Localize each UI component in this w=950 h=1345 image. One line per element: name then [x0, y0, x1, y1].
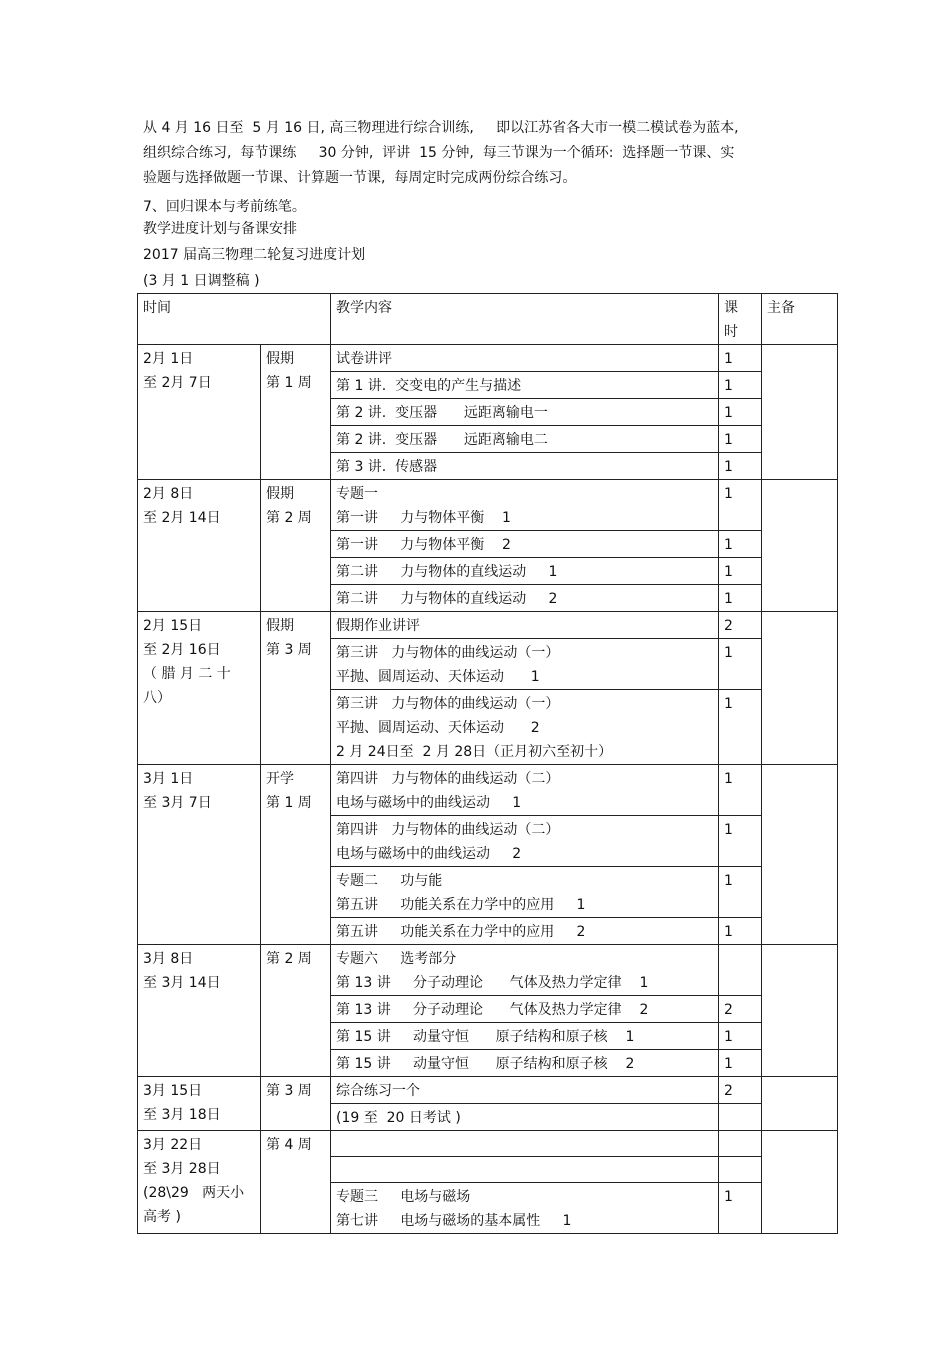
content-line: 第 15 讲 动量守恒 原子结构和原子核 1 [336, 1029, 635, 1045]
content-cell [331, 372, 719, 399]
hours-cell: 1 [719, 867, 762, 918]
content-cell [331, 1183, 719, 1234]
owner-cell [762, 345, 838, 480]
date-line: 八） [143, 690, 171, 706]
plan-note: (3 月 1 日调整稿 ) [143, 273, 260, 289]
hours-cell: 1 [719, 372, 762, 399]
content-line: 2 月 24日至 2 月 28日（正月初六至初十） [336, 744, 613, 760]
content-cell [331, 399, 719, 426]
content-cell [331, 531, 719, 558]
content-cell [331, 612, 719, 639]
owner-cell [762, 945, 838, 1077]
date-line: 3月 15日 [143, 1083, 203, 1099]
date-line: 3月 22日 [143, 1137, 203, 1153]
hours-cell: 1 [719, 1023, 762, 1050]
header-owner: 主备 [762, 294, 838, 345]
date-cell [138, 480, 261, 612]
hours-cell [719, 945, 762, 996]
date-line: 3月 1日 [143, 771, 194, 787]
intro-line-3: 验题与选择做题一节课、计算题一节课, 每周定时完成两份综合练习。 [143, 170, 577, 186]
plan-title: 2017 届高三物理二轮复习进度计划 [143, 247, 366, 263]
content-cell [331, 1050, 719, 1077]
hours-cell [719, 1157, 762, 1183]
header-hours-line-1: 课 [724, 300, 738, 316]
date-line: 至 2月 16日 [143, 642, 221, 658]
hours-cell: 1 [719, 426, 762, 453]
week-cell [261, 612, 331, 765]
content-line: 专题三 电场与磁场 [336, 1189, 471, 1205]
content-line: 第三讲 力与物体的曲线运动（一） [336, 696, 560, 712]
date-cell [138, 612, 261, 765]
week-cell [261, 345, 331, 480]
content-line: 假期作业讲评 [336, 618, 420, 634]
owner-cell [762, 612, 838, 765]
owner-cell [762, 1131, 838, 1234]
content-line: 第 3 讲. 传感器 [336, 459, 438, 475]
content-cell [331, 690, 719, 765]
hours-cell: 1 [719, 531, 762, 558]
hours-cell: 1 [719, 558, 762, 585]
date-line: 高考 ) [143, 1209, 181, 1225]
content-line: 第三讲 力与物体的曲线运动（一） [336, 645, 560, 661]
table-header-row [138, 294, 838, 345]
date-cell [138, 945, 261, 1077]
week-line: 假期 [266, 618, 294, 634]
date-line: 至 2月 7日 [143, 375, 212, 391]
hours-cell: 1 [719, 480, 762, 531]
content-line: 第五讲 功能关系在力学中的应用 2 [336, 924, 586, 940]
schedule-table [137, 293, 838, 1234]
content-cell [331, 480, 719, 531]
table-row [138, 1077, 838, 1104]
content-cell [331, 1157, 719, 1183]
content-cell [331, 996, 719, 1023]
date-cell [138, 1077, 261, 1131]
content-line: 专题二 功与能 [336, 873, 443, 889]
hours-cell: 1 [719, 765, 762, 816]
owner-cell [762, 1077, 838, 1131]
content-line: 第七讲 电场与磁场的基本属性 1 [336, 1213, 572, 1229]
hours-cell: 2 [719, 996, 762, 1023]
hours-cell: 1 [719, 399, 762, 426]
content-line: 专题六 选考部分 [336, 951, 457, 967]
content-line: 第二讲 力与物体的直线运动 2 [336, 591, 558, 607]
content-cell [331, 345, 719, 372]
hours-cell [719, 1131, 762, 1157]
date-line: 2月 8日 [143, 486, 194, 502]
intro-line-1: 从 4 月 16 日至 5 月 16 日, 高三物理进行综合训练, 即以江苏省各大市一模二模试卷为蓝本, [143, 120, 739, 136]
date-cell [138, 345, 261, 480]
content-cell [331, 639, 719, 690]
content-cell [331, 1077, 719, 1104]
content-line: 专题一 [336, 486, 378, 502]
content-cell [331, 426, 719, 453]
week-cell [261, 765, 331, 945]
content-line: 试卷讲评 [336, 351, 392, 367]
table-row [138, 345, 838, 372]
date-line: 至 2月 14日 [143, 510, 221, 526]
week-line: 假期 [266, 486, 294, 502]
content-cell [331, 1131, 719, 1157]
date-line: （ 腊 月 二 十 [143, 666, 231, 682]
week-line: 第 1 周 [266, 375, 312, 391]
content-cell [331, 1104, 719, 1131]
hours-cell: 1 [719, 816, 762, 867]
content-line: 第一讲 力与物体平衡 2 [336, 537, 511, 553]
content-cell [331, 816, 719, 867]
content-cell [331, 918, 719, 945]
hours-cell: 1 [719, 1050, 762, 1077]
hours-cell: 2 [719, 612, 762, 639]
content-line: 电场与磁场中的曲线运动 2 [336, 846, 522, 862]
date-line: 2月 15日 [143, 618, 203, 634]
content-line: 平抛、圆周运动、天体运动 2 [336, 720, 540, 736]
hours-cell: 1 [719, 1183, 762, 1234]
owner-cell [762, 480, 838, 612]
content-line: 第四讲 力与物体的曲线运动（二） [336, 771, 560, 787]
item-7: 7、回归课本与考前练笔。 [143, 199, 306, 215]
content-line: 电场与磁场中的曲线运动 1 [336, 795, 522, 811]
table-row [138, 480, 838, 531]
week-cell [261, 1131, 331, 1234]
hours-cell: 1 [719, 690, 762, 765]
hours-cell: 1 [719, 918, 762, 945]
content-cell [331, 765, 719, 816]
week-line: 假期 [266, 351, 294, 367]
content-cell [331, 558, 719, 585]
content-line: 第 1 讲. 交变电的产生与描述 [336, 378, 522, 394]
hours-cell [719, 1104, 762, 1131]
date-line: 3月 8日 [143, 951, 194, 967]
date-line: 至 3月 18日 [143, 1107, 221, 1123]
table-row [138, 612, 838, 639]
content-cell [331, 453, 719, 480]
content-line: 第 2 讲. 变压器 远距离输电一 [336, 405, 548, 421]
week-line: 第 3 周 [266, 1083, 312, 1099]
hours-cell: 1 [719, 453, 762, 480]
content-line: 第 2 讲. 变压器 远距离输电二 [336, 432, 548, 448]
content-line: 第四讲 力与物体的曲线运动（二） [336, 822, 560, 838]
intro-paragraph [143, 116, 803, 191]
table-row [138, 765, 838, 816]
date-line: 2月 1日 [143, 351, 194, 367]
header-content: 教学内容 [331, 294, 719, 345]
header-hours-line-2: 时 [724, 324, 738, 340]
date-cell [138, 765, 261, 945]
header-time: 时间 [138, 294, 331, 345]
week-line: 第 3 周 [266, 642, 312, 658]
content-cell [331, 585, 719, 612]
week-cell [261, 1077, 331, 1131]
owner-cell [762, 765, 838, 945]
content-line: 第 13 讲 分子动理论 气体及热力学定律 2 [336, 1002, 649, 1018]
content-line: 综合练习一个 [336, 1083, 420, 1099]
content-line: 第五讲 功能关系在力学中的应用 1 [336, 897, 586, 913]
content-cell [331, 1023, 719, 1050]
content-line: 第 15 讲 动量守恒 原子结构和原子核 2 [336, 1056, 635, 1072]
week-line: 第 1 周 [266, 795, 312, 811]
section-title: 教学进度计划与备课安排 [143, 221, 297, 237]
content-line: 第一讲 力与物体平衡 1 [336, 510, 511, 526]
header-hours [719, 294, 762, 345]
week-cell [261, 480, 331, 612]
content-line: 平抛、圆周运动、天体运动 1 [336, 669, 540, 685]
intro-line-2: 组织综合练习, 每节课练 30 分钟, 评讲 15 分钟, 每三节课为一个循环: 选择题一节课、实 [143, 145, 735, 161]
date-cell [138, 1131, 261, 1234]
content-line: 第 13 讲 分子动理论 气体及热力学定律 1 [336, 975, 649, 991]
content-line: 第二讲 力与物体的直线运动 1 [336, 564, 558, 580]
date-line: (28\29 两天小 [143, 1185, 245, 1201]
content-cell [331, 945, 719, 996]
hours-cell: 1 [719, 345, 762, 372]
week-cell [261, 945, 331, 1077]
hours-cell: 1 [719, 639, 762, 690]
table-row [138, 945, 838, 996]
week-line: 第 2 周 [266, 951, 312, 967]
week-line: 第 4 周 [266, 1137, 312, 1153]
date-line: 至 3月 28日 [143, 1161, 221, 1177]
hours-cell: 2 [719, 1077, 762, 1104]
date-line: 至 3月 7日 [143, 795, 212, 811]
week-line: 第 2 周 [266, 510, 312, 526]
date-line: 至 3月 14日 [143, 975, 221, 991]
content-line: (19 至 20 日考试 ) [336, 1110, 461, 1126]
content-cell [331, 867, 719, 918]
week-line: 开学 [266, 771, 294, 787]
hours-cell: 1 [719, 585, 762, 612]
table-row [138, 1131, 838, 1157]
